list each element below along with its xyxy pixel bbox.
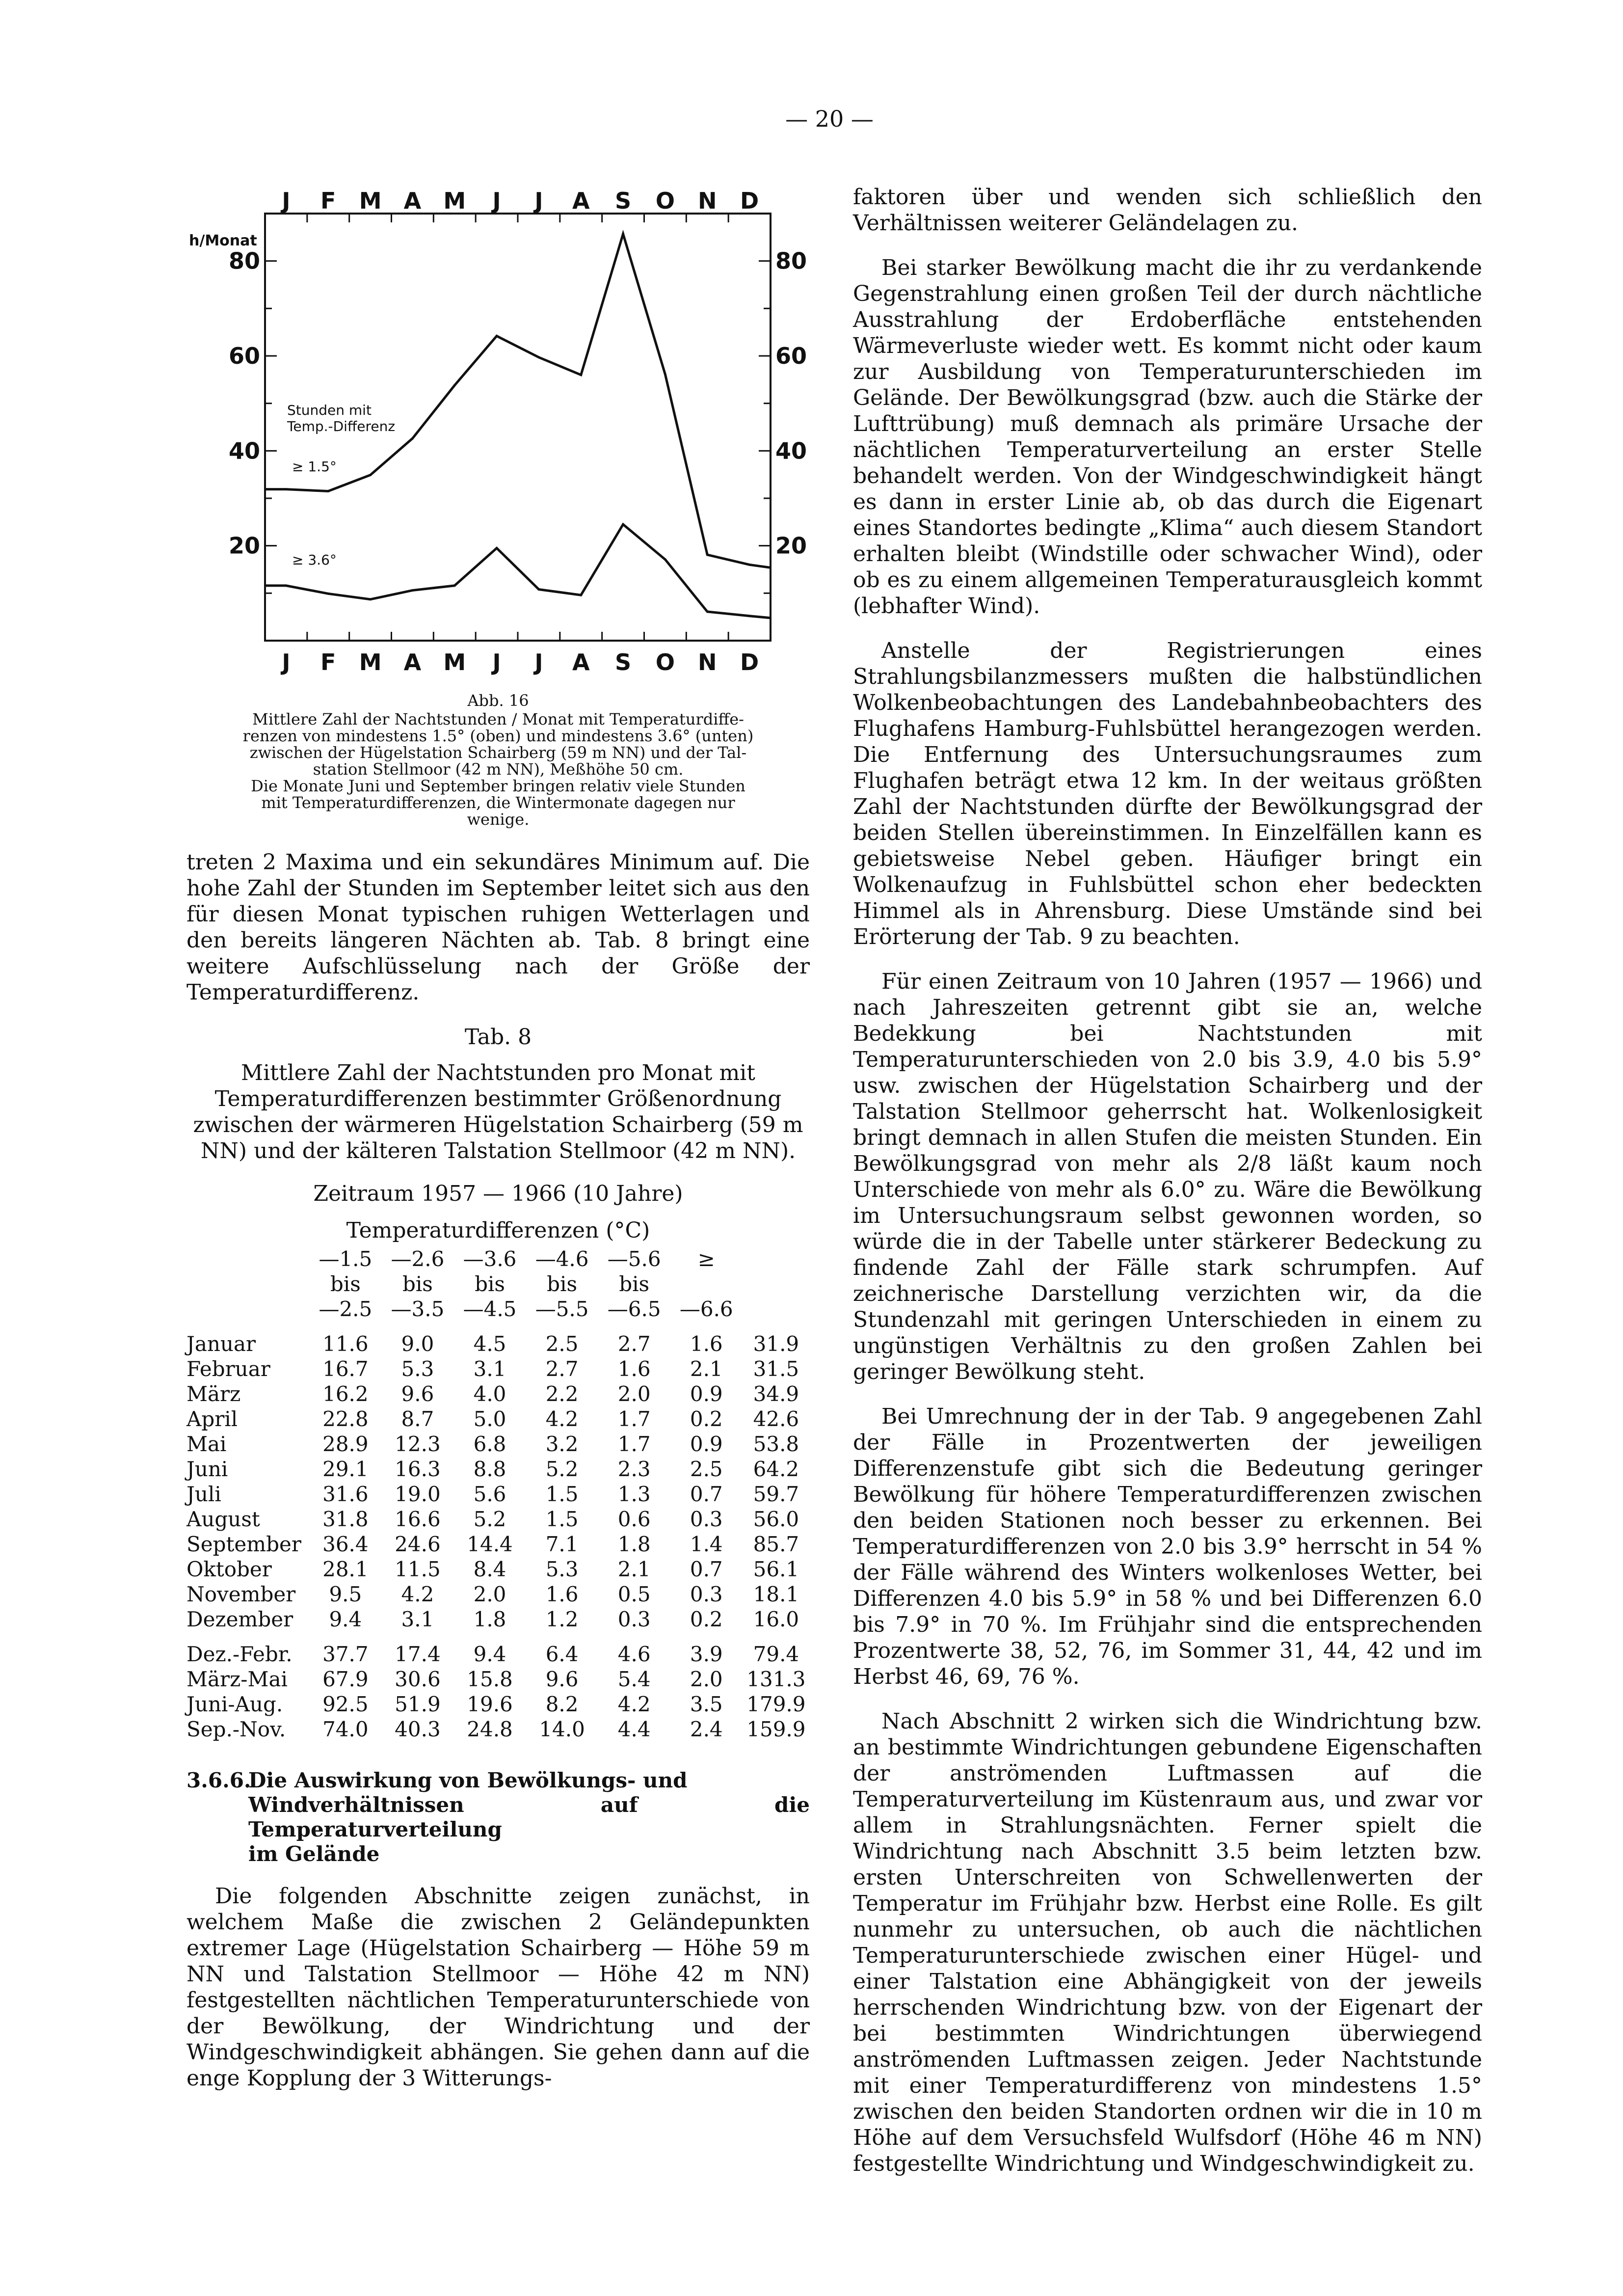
y-tick-label-left: 20 xyxy=(228,532,260,559)
x-tick-label-bottom: D xyxy=(740,649,759,675)
table-cell: 4.5 xyxy=(473,1332,506,1356)
series-line-lower xyxy=(265,524,771,618)
legend-title: Stunden mit xyxy=(287,402,372,418)
row-label: Oktober xyxy=(186,1557,272,1581)
table-title: Tab. 8 xyxy=(464,1025,532,1050)
table-row xyxy=(186,1381,810,1406)
table-cell: 0.7 xyxy=(690,1482,723,1506)
row-label: März xyxy=(186,1382,241,1406)
y-tick-label-left: 80 xyxy=(228,247,260,274)
table-description: Mittlere Zahl der Nachtstunden pro Monat mit Temperaturdifferenzen bestimmter Größenordnung zwischen der wärmeren Hügelstation Schairberg (59 m NN) und der kälteren Talstation Stellmoor (42 m NN). xyxy=(193,1060,803,1163)
table-row xyxy=(186,1406,810,1432)
data-point xyxy=(496,547,498,549)
table-cell: 9.6 xyxy=(545,1667,579,1691)
row-total: 16.0 xyxy=(753,1607,799,1631)
table-cell: 3.9 xyxy=(690,1642,723,1666)
table-cell: 2.1 xyxy=(617,1557,651,1581)
table-cell: 2.0 xyxy=(690,1667,723,1691)
x-tick-label-bottom: N xyxy=(698,649,717,675)
caption-line: zwischen der Hügelstation Schairberg (59 m NN) und der Tal- xyxy=(249,743,747,762)
row-total: 85.7 xyxy=(753,1532,799,1556)
caption-line: Mittlere Zahl der Nachtstunden / Monat mit Temperaturdiffe- xyxy=(252,710,744,729)
column-header: bis xyxy=(547,1272,578,1296)
data-point xyxy=(496,335,498,337)
table-cell: 74.0 xyxy=(322,1717,369,1741)
column-header xyxy=(670,1271,743,1297)
table-header: Temperaturdifferenzen (°C) xyxy=(346,1218,650,1243)
table-cell: 5.2 xyxy=(473,1507,506,1531)
table-cell: 2.7 xyxy=(617,1332,651,1356)
x-tick-label-top: N xyxy=(698,188,717,214)
row-total: 56.0 xyxy=(753,1507,799,1531)
x-tick-label-top: M xyxy=(359,188,382,214)
table-cell: 2.0 xyxy=(617,1382,651,1406)
table-cell: 8.4 xyxy=(473,1557,506,1581)
table-cell: 4.2 xyxy=(617,1692,651,1716)
table-cell: 2.5 xyxy=(690,1457,723,1481)
section-title-line: Die Auswirkung von Bewölkungs- und xyxy=(248,1768,688,1792)
data-point xyxy=(411,437,414,440)
column-header: bis xyxy=(402,1272,433,1296)
column-header: —3.5 xyxy=(391,1297,445,1321)
table-row xyxy=(186,1482,810,1507)
table-cell: 29.1 xyxy=(322,1457,369,1481)
table-period: Zeitraum 1957 — 1966 (10 Jahre) xyxy=(313,1181,683,1206)
x-tick-label-bottom: J xyxy=(492,649,501,675)
table-cell: 2.5 xyxy=(545,1332,579,1356)
x-tick-label-bottom: O xyxy=(655,649,675,675)
data-point xyxy=(622,233,624,235)
table-cell: 12.3 xyxy=(395,1432,441,1456)
table-cell: 40.3 xyxy=(395,1717,441,1741)
table-cell: 14.4 xyxy=(467,1532,513,1556)
table-cell: 19.6 xyxy=(467,1692,513,1716)
caption-line: renzen von mindestens 1.5° (oben) und mindestens 3.6° (unten) xyxy=(242,727,754,745)
table-cell: 5.6 xyxy=(473,1482,506,1506)
table-cell: 16.7 xyxy=(322,1357,369,1381)
table-cell: 1.6 xyxy=(545,1582,579,1606)
data-point xyxy=(664,373,666,376)
data-point xyxy=(748,615,751,617)
column-header: —4.6 xyxy=(535,1247,589,1271)
y-tick-label-right: 20 xyxy=(775,532,807,559)
y-axis-unit: h/Monat xyxy=(189,232,257,249)
data-point xyxy=(411,589,414,592)
table-cell: 9.4 xyxy=(329,1607,362,1631)
x-tick-label-bottom: M xyxy=(443,649,466,675)
table-cell: 22.8 xyxy=(322,1407,369,1431)
x-tick-label-top: A xyxy=(572,188,590,214)
table-cell: 8.2 xyxy=(545,1692,579,1716)
paragraph: Die folgenden Abschnitte zeigen zunächst, in welchem Maße die zwischen 2 Geländepunkten extremer Lage (Hügelstation Schairberg — Höhe 59 m NN und Talstation Stellmoor — Höhe 42 m NN) festgestellten nächtlichen Temperaturunterschiede von der Bewölkung, der Windrichtung und der Windgeschwindigkeit abhängen. Sie gehen dann auf die enge Kopplung der 3 Witterungs- xyxy=(186,1884,810,2091)
column-header: —4.5 xyxy=(463,1297,517,1321)
table-cell: 0.9 xyxy=(690,1432,723,1456)
column-header: —5.5 xyxy=(535,1297,589,1321)
table-cell: 0.7 xyxy=(690,1557,723,1581)
row-label: Dez.-Febr. xyxy=(186,1642,293,1666)
table-cell: 4.2 xyxy=(545,1407,579,1431)
x-tick-label-bottom: J xyxy=(534,649,543,675)
table-cell: 28.9 xyxy=(322,1432,369,1456)
section-heading xyxy=(186,1768,810,1866)
data-point xyxy=(285,488,287,490)
table-cell: 51.9 xyxy=(395,1692,441,1716)
y-tick-label-right: 80 xyxy=(775,247,807,274)
table-row xyxy=(186,1717,810,1742)
row-label: September xyxy=(186,1532,301,1556)
table-cell: 3.2 xyxy=(545,1432,579,1456)
column-header: ≥ xyxy=(697,1247,715,1271)
column-header: —5.6 xyxy=(607,1247,661,1271)
paragraph: Bei starker Bewölkung macht die ihr zu verdankende Gegenstrahlung einen großen Teil der durch nächtliche Ausstrahlung der Erdoberfläche entstehenden Wärmeverluste wieder wett. Es kommt nicht oder kaum zur Ausbildung von Temperaturunterschieden im Gelände. Der Bewölkungsgrad (bzw. auch die Stärke der Lufttrübung) muß demnach als primäre Ursache der nächtlichen Temperaturverteilung an erster Stelle behandelt werden. Von der Windgeschwindigkeit hängt es dann in erster Linie ab, ob das durch die Eigenart eines Standortes bedingte „Klima“ auch diesem Standort erhalten bleibt (Windstille oder schwacher Wind), oder ob es zu einem allgemeinen Temperaturausgleich kommt (lebhafter Wind). xyxy=(853,255,1482,619)
table-cell: 14.0 xyxy=(539,1717,585,1741)
paragraph: Anstelle der Registrierungen eines Strahlungsbilanzmessers mußten die halbstündlichen Wolkenbeobachtungen des Landebahnbeobachters des Flughafens Hamburg-Fuhlsbüttel herangezogen werden. Die Entfernung des Untersuchungsraumes zum Flughafen beträgt etwa 12 km. In der weitaus größten Zahl der Nachtstunden dürfte der Bewölkungsgrad der beiden Stellen übereinstimmen. In Einzelfällen kann es gebietsweise Nebel geben. Häufiger bringt ein Wolkenaufzug in Fuhlsbüttel schon eher bedeckten Himmel als in Ahrensburg. Diese Umstände sind bei Erörterung der Tab. 9 zu beachten. xyxy=(853,638,1482,949)
table-cell: 2.7 xyxy=(545,1357,579,1381)
x-tick-label-bottom: A xyxy=(403,649,422,675)
data-point xyxy=(327,593,329,595)
data-point xyxy=(537,356,540,358)
table-cell: 31.6 xyxy=(322,1482,369,1506)
x-tick-label-top: S xyxy=(615,188,632,214)
data-point xyxy=(580,374,582,376)
table-cell: 2.2 xyxy=(545,1382,579,1406)
table-row xyxy=(186,1507,810,1532)
y-tick-label-left: 60 xyxy=(228,343,260,369)
column-header: —2.6 xyxy=(391,1247,445,1271)
table-cell: 16.6 xyxy=(395,1507,441,1531)
table-cell: 4.0 xyxy=(473,1382,506,1406)
paragraph: Nach Abschnitt 2 wirken sich die Windrichtung bzw. an bestimmte Windrichtungen gebundene Eigenschaften der anströmenden Luftmassen auf die Temperaturverteilung im Küstenraum aus, und zwar vor allem in Strahlungsnächten. Ferner spielt die Windrichtung nach Abschnitt 3.5 beim letzten bzw. ersten Unterschreiten von Schwellenwerten der Temperatur im Frühjahr bzw. Herbst eine Rolle. Es gilt nunmehr zu untersuchen, ob auch die nächtlichen Temperaturunterschiede zwischen einer Hügel- und einer Talstation eine Abhängigkeit von der jeweils herrschenden Windrichtung bzw. von der Eigenart der bei bestimmten Windrichtungen überwiegend anströmenden Luftmassen zeigen. Jeder Nachtstunde mit einer Temperaturdifferenz von mindestens 1.5° zwischen den beiden Standorten ordnen wir die in 10 m Höhe auf dem Versuchsfeld Wulfsdorf (Höhe 46 m NN) festgestellte Windrichtung und Windgeschwindigkeit zu. xyxy=(853,1709,1482,2176)
caption-line: mit Temperaturdifferenzen, die Wintermonate dagegen nur xyxy=(261,793,735,812)
caption-label: Abb. 16 xyxy=(467,691,529,710)
paragraph: Für einen Zeitraum von 10 Jahren (1957 — 1966) und nach Jahreszeiten getrennt gibt sie an, welche Bedekkung bei Nachtstunden mit Temperaturunterschieden von 2.0 bis 3.9, 4.0 bis 5.9° usw. zwischen der Hügelstation Schairberg und der Talstation Stellmoor geherrscht hat. Wolkenlosigkeit bringt demnach in allen Stufen die meisten Stunden. Ein Bewölkungsgrad von mehr als 2/8 läßt kaum noch Unterschiede von mehr als 6.0° zu. Wäre die Bewölkung im Untersuchungsraum selbst gewonnen worden, so würde die in der Tabelle unter stärkerer Bedeckung zu findende Zahl der Fälle stark schrumpfen. Auf zeichnerische Darstellung verzichten wir, da die Stundenzahl mit geringen Unterschieden in einem zu ungünstigen Verhältnis zu den großen Zahlen bei geringer Bewölkung steht. xyxy=(853,969,1482,1384)
table-row xyxy=(186,1557,810,1582)
x-tick-label-top: J xyxy=(282,188,291,214)
table-cell: 24.6 xyxy=(395,1532,441,1556)
table-cell: 30.6 xyxy=(395,1667,441,1691)
row-total: 31.5 xyxy=(753,1357,799,1381)
x-tick-label-top: O xyxy=(655,188,675,214)
line-chart xyxy=(189,188,807,687)
column-header: —6.6 xyxy=(679,1297,733,1321)
figure-caption xyxy=(186,692,810,828)
table-cell: 1.2 xyxy=(545,1607,579,1631)
table-row xyxy=(186,1356,810,1381)
table-cell: 1.4 xyxy=(690,1532,723,1556)
table-cell: 9.4 xyxy=(473,1642,506,1666)
table-cell: 92.5 xyxy=(322,1692,369,1716)
page-number: — 20 — xyxy=(785,106,874,132)
table-row xyxy=(186,1667,810,1692)
table-cell: 16.3 xyxy=(395,1457,441,1481)
x-tick-label-top: D xyxy=(740,188,759,214)
table-cell: 2.1 xyxy=(690,1357,723,1381)
data-point xyxy=(706,554,709,556)
row-label: Sep.-Nov. xyxy=(186,1717,286,1741)
row-label: Dezember xyxy=(186,1607,293,1631)
table-cell: 5.4 xyxy=(617,1667,651,1691)
series-line-upper xyxy=(265,234,771,568)
data-point xyxy=(622,523,624,526)
y-tick-label-right: 60 xyxy=(775,343,807,369)
column-header: —3.6 xyxy=(463,1247,517,1271)
right-column xyxy=(853,184,1482,2195)
data-point xyxy=(664,558,666,561)
row-total: 18.1 xyxy=(753,1582,799,1606)
table-row xyxy=(186,1322,810,1356)
table-cell: 5.3 xyxy=(545,1557,579,1581)
row-total: 42.6 xyxy=(753,1407,799,1431)
section-number: 3.6.6. xyxy=(186,1768,251,1792)
table-cell: 3.5 xyxy=(690,1692,723,1716)
table-cell: 6.4 xyxy=(545,1642,579,1666)
table-cell: 37.7 xyxy=(322,1642,369,1666)
table-cell: 8.7 xyxy=(401,1407,434,1431)
table-cell: 36.4 xyxy=(322,1532,369,1556)
paragraph: Bei Umrechnung der in der Tab. 9 angegebenen Zahl der Fälle in Prozentwerten der jeweiligen Differenzenstufe gibt sich die Bedeutung geringer Bewölkung für höhere Temperaturdifferenzen zwischen den beiden Stationen noch besser zu erkennen. Bei Temperaturdifferenzen von 2.0 bis 3.9° herrscht in 54 % der Fälle während des Winters wolkenloses Wetter, bei Differenzen 4.0 bis 5.9° in 58 % und bei Differenzen 6.0 bis 7.9° in 70 %. Im Frühjahr sind die entsprechenden Prozentwerte 38, 52, 76, im Sommer 31, 44, 42 und im Herbst 46, 69, 76 %. xyxy=(853,1404,1482,1689)
row-total: 31.9 xyxy=(753,1332,799,1356)
table-cell: 2.4 xyxy=(690,1717,723,1741)
caption-line: station Stellmoor (42 m NN), Meßhöhe 50 cm. xyxy=(313,760,684,779)
left-column xyxy=(186,849,810,2110)
table-header-row xyxy=(186,1297,810,1322)
column-header: —6.5 xyxy=(607,1297,661,1321)
table-cell: 0.2 xyxy=(690,1607,723,1631)
row-label: Juni xyxy=(186,1457,228,1481)
figure-chart xyxy=(189,188,807,687)
data-point xyxy=(285,584,287,587)
x-tick-label-bottom: J xyxy=(282,649,291,675)
data-point xyxy=(369,474,372,476)
row-total: 79.4 xyxy=(753,1642,799,1666)
section-title-line: Windverhältnissen auf die Temperaturverteilung xyxy=(248,1793,810,1841)
legend-upper-label: ≥ 1.5° xyxy=(292,459,337,475)
row-total: 59.7 xyxy=(753,1482,799,1506)
data-point xyxy=(706,611,709,613)
x-tick-label-bottom: F xyxy=(320,649,336,675)
table-cell: 28.1 xyxy=(322,1557,369,1581)
row-total: 34.9 xyxy=(753,1382,799,1406)
y-tick-label-right: 40 xyxy=(775,437,807,464)
table-row xyxy=(186,1432,810,1457)
table-cell: 1.3 xyxy=(617,1482,651,1506)
x-tick-label-top: A xyxy=(403,188,422,214)
data-point xyxy=(537,588,540,591)
row-label: Februar xyxy=(186,1357,270,1381)
data-point xyxy=(453,584,456,587)
row-label: Januar xyxy=(186,1332,256,1356)
table-cell: 8.8 xyxy=(473,1457,506,1481)
table-row xyxy=(186,1582,810,1607)
table-cell: 0.6 xyxy=(617,1507,651,1531)
table-row xyxy=(186,1632,810,1667)
table-cell: 0.3 xyxy=(690,1507,723,1531)
table-cell: 1.5 xyxy=(545,1482,579,1506)
data-table xyxy=(186,1246,810,1742)
table-cell: 15.8 xyxy=(467,1667,513,1691)
table-cell: 1.8 xyxy=(617,1532,651,1556)
table-cell: 24.8 xyxy=(467,1717,513,1741)
table-cell: 1.8 xyxy=(473,1607,506,1631)
column-header: bis xyxy=(619,1272,650,1296)
table-cell: 1.7 xyxy=(617,1407,651,1431)
x-tick-label-bottom: A xyxy=(572,649,590,675)
table-cell: 11.6 xyxy=(322,1332,369,1356)
x-tick-label-top: M xyxy=(443,188,466,214)
row-label: Juli xyxy=(186,1482,221,1506)
table-cell: 67.9 xyxy=(322,1667,369,1691)
row-total: 179.9 xyxy=(746,1692,806,1716)
section-title-line: im Gelände xyxy=(248,1842,380,1866)
x-tick-label-top: J xyxy=(492,188,501,214)
row-label: November xyxy=(186,1582,296,1606)
table-row xyxy=(186,1457,810,1482)
table-cell: 4.6 xyxy=(617,1642,651,1666)
table-cell: 3.1 xyxy=(401,1607,434,1631)
data-point xyxy=(369,598,372,600)
row-total: 159.9 xyxy=(746,1717,806,1741)
x-tick-label-bottom: M xyxy=(359,649,382,675)
row-label: Mai xyxy=(186,1432,227,1456)
table-cell: 19.0 xyxy=(395,1482,441,1506)
table-cell: 1.6 xyxy=(690,1332,723,1356)
table-cell: 11.5 xyxy=(395,1557,441,1581)
caption-line: Die Monate Juni und September bringen relativ viele Stunden xyxy=(251,777,745,795)
x-tick-label-top: F xyxy=(320,188,336,214)
table-cell: 1.6 xyxy=(617,1357,651,1381)
row-label: Juni-Aug. xyxy=(186,1692,283,1716)
column-header: —1.5 xyxy=(319,1247,372,1271)
table-row xyxy=(186,1692,810,1717)
x-tick-label-top: J xyxy=(534,188,543,214)
column-header: —2.5 xyxy=(319,1297,372,1321)
row-label: April xyxy=(186,1407,238,1431)
table-cell: 5.3 xyxy=(401,1357,434,1381)
x-tick-label-bottom: S xyxy=(615,649,632,675)
table-cell: 5.2 xyxy=(545,1457,579,1481)
row-total: 131.3 xyxy=(746,1667,806,1691)
row-total: 53.8 xyxy=(753,1432,799,1456)
row-label: August xyxy=(186,1507,260,1531)
table-cell: 31.8 xyxy=(322,1507,369,1531)
table-cell: 1.7 xyxy=(617,1432,651,1456)
y-tick-label-left: 40 xyxy=(228,437,260,464)
table-cell: 2.0 xyxy=(473,1582,506,1606)
paragraph: faktoren über und wenden sich schließlich den Verhältnissen weiterer Geländelagen zu. xyxy=(853,185,1482,236)
table-cell: 6.8 xyxy=(473,1432,506,1456)
table-cell: 0.9 xyxy=(690,1382,723,1406)
paragraph: treten 2 Maxima und ein sekundäres Minimum auf. Die hohe Zahl der Stunden im September leitet sich aus den für diesen Monat typischen ruhigen Wetterlagen und den bereits längeren Nächten ab. Tab. 8 bringt eine weitere Aufschlüsselung nach der Größe der Temperaturdifferenz. xyxy=(186,850,810,1005)
column-header: bis xyxy=(475,1272,505,1296)
table-header-row xyxy=(186,1246,810,1271)
table-cell: 4.2 xyxy=(401,1582,434,1606)
table-cell: 9.5 xyxy=(329,1582,362,1606)
caption-line: wenige. xyxy=(467,810,530,829)
table-cell: 3.1 xyxy=(473,1357,506,1381)
table-cell: 0.5 xyxy=(617,1582,651,1606)
table-cell: 4.4 xyxy=(617,1717,651,1741)
table-cell: 1.5 xyxy=(545,1507,579,1531)
table-cell: 17.4 xyxy=(395,1642,441,1666)
table-cell: 0.3 xyxy=(617,1607,651,1631)
table-cell: 2.3 xyxy=(617,1457,651,1481)
table-cell: 0.2 xyxy=(690,1407,723,1431)
table-cell: 9.0 xyxy=(401,1332,434,1356)
table-cell: 9.6 xyxy=(401,1382,434,1406)
table-row xyxy=(186,1532,810,1557)
data-point xyxy=(580,594,582,596)
table-header-row xyxy=(186,1271,810,1297)
row-label: März-Mai xyxy=(186,1667,288,1691)
row-total: 56.1 xyxy=(753,1557,799,1581)
legend-lower-label: ≥ 3.6° xyxy=(292,552,337,568)
table-row xyxy=(186,1607,810,1632)
legend-title: Temp.-Differenz xyxy=(287,418,396,434)
row-total: 64.2 xyxy=(753,1457,799,1481)
table-cell: 7.1 xyxy=(545,1532,579,1556)
data-point xyxy=(453,384,456,386)
column-header: bis xyxy=(330,1272,361,1296)
table-cell: 0.3 xyxy=(690,1582,723,1606)
table-cell: 5.0 xyxy=(473,1407,506,1431)
table-cell: 16.2 xyxy=(322,1382,369,1406)
data-point xyxy=(327,490,329,492)
data-point xyxy=(748,564,751,566)
